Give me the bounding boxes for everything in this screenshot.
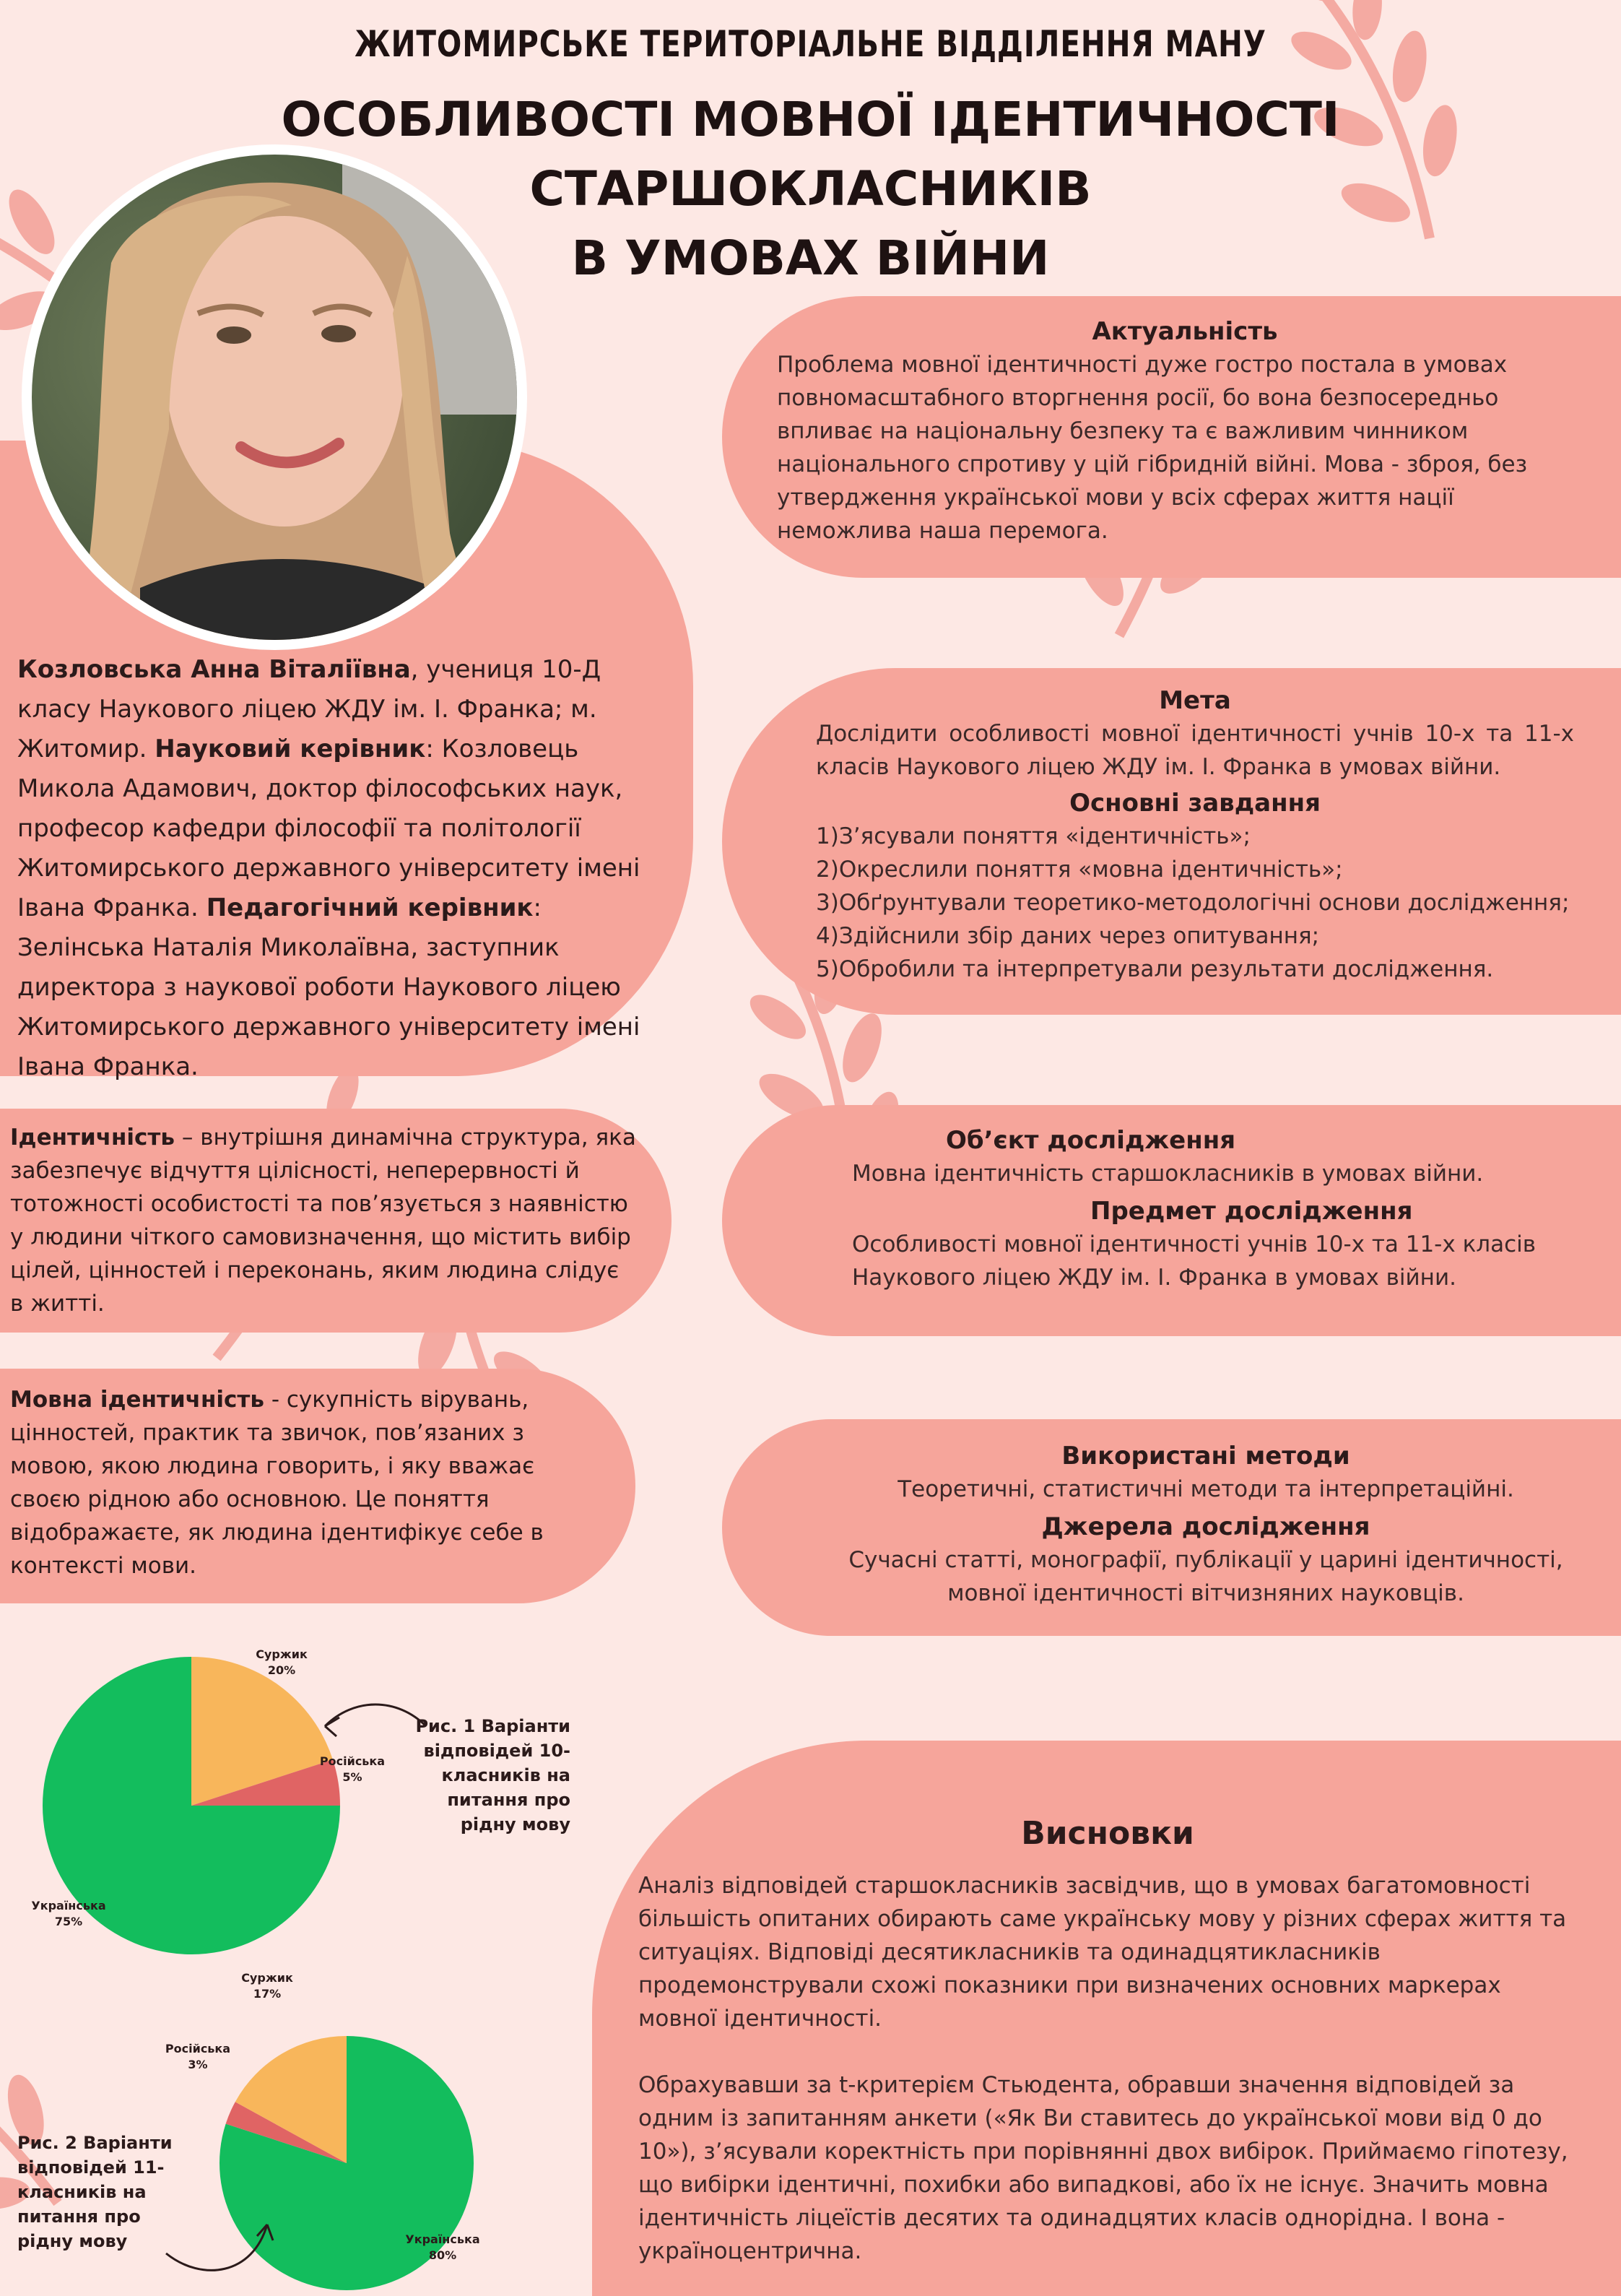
pie2-label-ukrainian: Українська 80% — [405, 2232, 480, 2262]
author-info: , учениця 10-Д класу Наукового ліцею ЖДУ ім. І. Франка; м. Житомир. — [17, 655, 601, 763]
pedagogical-supervisor-label: Педагогічний керівник — [206, 893, 534, 922]
pie2-label-surzhyk: Суржик 17% — [241, 1971, 293, 2001]
object-panel — [722, 1105, 1621, 1336]
poster-title-line1: ОСОБЛИВОСТІ МОВНОЇ ІДЕНТИЧНОСТІ СТАРШОКЛАСНИКІВ — [281, 92, 1340, 217]
pie1-label-russian: Російська 5% — [319, 1754, 386, 1784]
subject-title: Предмет дослідження — [1090, 1197, 1413, 1226]
language-identity-term: Мовна ідентичність — [10, 1387, 264, 1413]
pie2-label-russian: Російська 3% — [165, 2042, 231, 2071]
arrow-icon — [159, 2210, 282, 2289]
pedagogical-supervisor-text: : Зелінська Наталія Миколаївна, заступник директора з наукової роботи Наукового ліцею Житомирського державного університету імені Івана Франка. — [17, 893, 640, 1081]
figure-2-caption: Рис. 2 Варіанти відповідей 11-класників на питання про рідну мову — [17, 2133, 173, 2251]
scientific-supervisor-text: : Козловець Микола Адамович, доктор філософських наук, професор кафедри філософії та політології Житомирського державного університету імені Івана Франка. — [17, 735, 640, 922]
identity-text: – внутрішня динамічна структура, яка забезпечує відчуття цілісності, неперервності й тотожності особистості та пов’язується з наявністю у людини чіткого самовизначення, що містить вибір цілей, цінностей і переконань, яким людина слідує в житті. — [10, 1125, 636, 1317]
sources-title: Джерела дослідження — [1041, 1512, 1370, 1541]
sources-text: Сучасні статті, монографії, публікації у царині ідентичності, мовної ідентичності вітчизняних науковців. — [848, 1547, 1563, 1606]
task-item: 2)Окреслили поняття «мовна ідентичність»; — [816, 857, 1343, 883]
pie1-label-surzhyk: Суржик 20% — [256, 1647, 308, 1677]
language-identity-definition — [10, 1383, 544, 1582]
conclusions-title: Висновки — [1021, 1815, 1194, 1852]
poster-title-line2: В УМОВАХ ВІЙНИ — [571, 230, 1050, 286]
object-title: Об’єкт дослідження — [946, 1126, 1236, 1155]
goal-title: Мета — [1159, 686, 1231, 715]
task-item: 5)Обробили та інтерпретували результати дослідження. — [816, 956, 1494, 982]
author-name: Козловська Анна Віталіївна — [17, 655, 411, 684]
language-identity-text: - сукупність вірувань, цінностей, практик та звичок, пов’язаних з мовою, якою людина говорить, і яку вважає своєю рідною або основною. Це поняття відображаєте, як людина ідентифікує себе в контексті мови. — [10, 1387, 544, 1579]
conclusions-panel — [592, 1741, 1621, 2296]
identity-definition — [10, 1121, 638, 1320]
relevance-panel — [722, 296, 1621, 578]
object-text: Мовна ідентичність старшокласників в умовах війни. — [852, 1161, 1484, 1187]
relevance-title: Актуальність — [1092, 317, 1278, 346]
identity-term: Ідентичність — [10, 1125, 175, 1151]
methods-title: Використані методи — [1061, 1442, 1350, 1470]
pie1-label-ukrainian: Українська 75% — [31, 1899, 106, 1928]
conclusions-paragraph-2: Обрахувавши за t-критерієм Стьюдента, обравши значення відповідей за одним із запитанням анкети («Як Ви ставитесь до української мови від 0 до 10»), з’ясували коректність при порівнянні двох вибірок. Приймаємо гіпотезу, що вибірки ідентичні, похибки або випадкові, або їх не існує. Значить мовна ідентичність ліцеїстів десятих та одинадцятих класів однорідна. І вона - україноцентрична. — [638, 2072, 1568, 2264]
task-item: 4)Здійснили збір даних через опитування; — [816, 923, 1320, 949]
organization-title: ЖИТОМИРСЬКЕ ТЕРИТОРІАЛЬНЕ ВІДДІЛЕННЯ МАНУ — [355, 23, 1266, 65]
methods-panel — [722, 1419, 1621, 1636]
task-item: 3)Обґрунтували теоретико-методологічні основи дослідження; — [816, 890, 1570, 916]
task-item: 1)З’ясували поняття «ідентичність»; — [816, 823, 1251, 849]
figure-1-caption: Рис. 1 Варіанти відповідей 10-класників на питання про рідну мову — [415, 1716, 570, 1834]
portrait-image — [32, 155, 517, 640]
scientific-supervisor-label: Науковий керівник — [155, 735, 426, 763]
tasks-title: Основні завдання — [1069, 789, 1321, 818]
goal-text: Дослідити особливості мовної ідентичності учнів 10-х та 11-х класів Наукового ліцею ЖДУ ім. І. Франка в умовах війни. — [816, 721, 1574, 780]
methods-text: Теоретичні, статистичні методи та інтерпретаційні. — [898, 1476, 1514, 1502]
author-photo — [22, 144, 527, 650]
conclusions-paragraph-1: Аналіз відповідей старшокласників засвідчив, що в умовах багатомовності більшість опитаних обирають саме українську мову у різних сферах життя та ситуаціях. Відповіді десятикласників та одинадцятикласників продемонстрували схожі показники при визначених основних маркерах мовної ідентичності. — [638, 1873, 1567, 2032]
relevance-text: Проблема мовної ідентичності дуже гостро постала в умовах повномасштабного вторгнення росії, бо вона безпосередньо впливає на національну безпеку та є важливим чинником національного спротиву у цій гібридній війні. Мова - зброя, без утвердження української мови у всіх сферах життя нації неможлива наша перемога. — [777, 352, 1528, 544]
subject-text: Особливості мовної ідентичності учнів 10-х та 11-х класів Наукового ліцею ЖДУ ім. І. Франка в умовах війни. — [852, 1231, 1537, 1291]
author-bio — [17, 650, 653, 1087]
goal-panel — [722, 668, 1621, 1015]
